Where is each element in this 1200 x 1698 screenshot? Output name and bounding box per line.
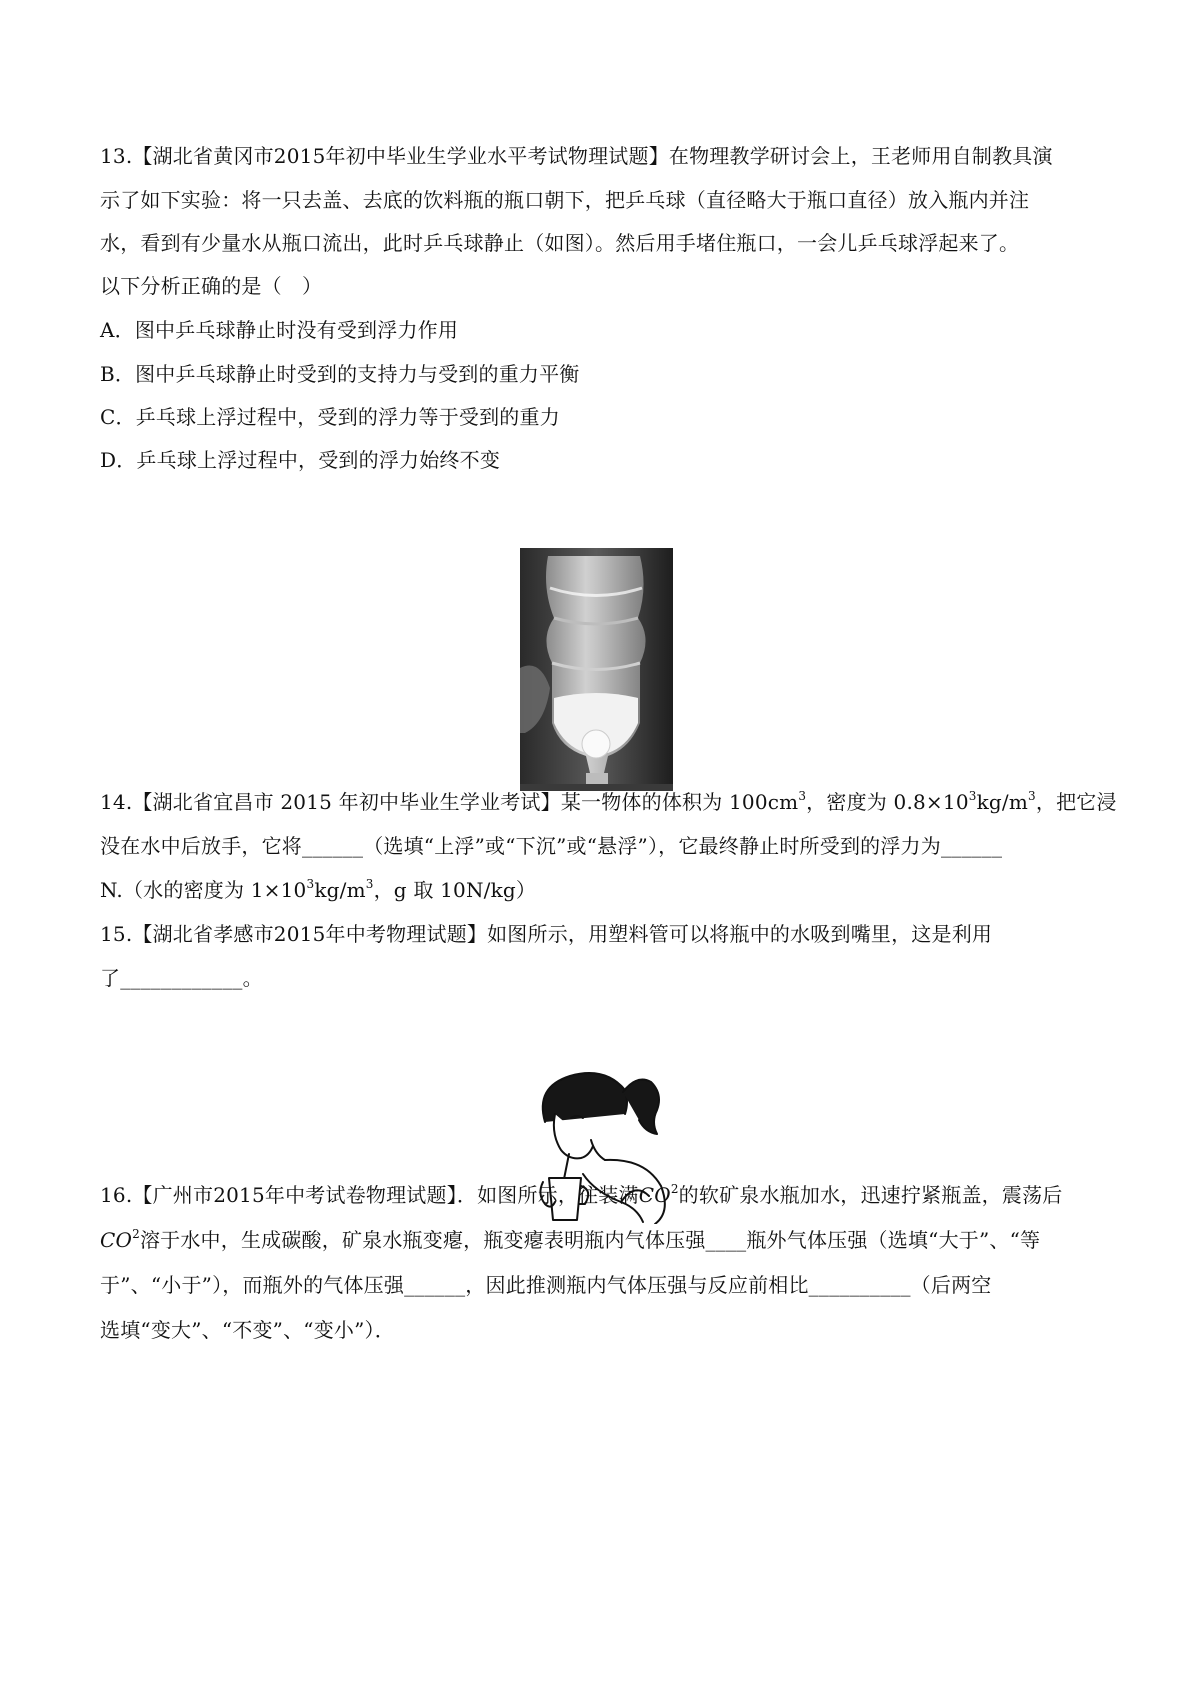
q14-line-3-c: ，g 取 10N/kg）: [373, 878, 537, 902]
q16-sup-1: 2: [670, 1182, 679, 1196]
q14-line-1: [100, 788, 1117, 816]
q14-line-3-b: kg/m: [314, 878, 366, 902]
q14-sup-3: 3: [1028, 789, 1036, 803]
q16-co-1: CO: [638, 1183, 671, 1207]
q13-line-3: 水，看到有少量水从瓶口流出，此时乒乓球静止（如图）。然后用手堵住瓶口，一会儿乒乓球浮起来了。: [100, 231, 1020, 255]
q15-line-1: 15.【湖北省孝感市2015年中考物理试题】如图所示，用塑料管可以将瓶中的水吸到嘴里，这是利用: [100, 922, 993, 946]
q13-line-4: 以下分析正确的是（ ）: [100, 274, 323, 298]
q14-line-3-a: N.（水的密度为 1×10: [100, 878, 307, 902]
q16-line-1-b: 的软矿泉水瓶加水，迅速拧紧瓶盖，震荡后: [678, 1183, 1063, 1207]
q14-line-1-c: kg/m: [976, 790, 1029, 814]
q13-option-a: A．图中乒乓球静止时没有受到浮力作用: [100, 318, 459, 342]
q16-line-4: 选填“变大”、“不变”、“变小”）．: [100, 1318, 395, 1342]
q16-co-2: CO: [100, 1228, 133, 1252]
q13-option-c: C．乒乓球上浮过程中，受到的浮力等于受到的重力: [100, 405, 560, 429]
q14-sup-2: 3: [968, 789, 977, 803]
q14-line-2: 没在水中后放手，它将______（选填“上浮”或“下沉”或“悬浮”），它最终静止时所受到的浮力为______: [100, 834, 1003, 858]
q16-line-3: 于”、“小于”），而瓶外的气体压强______，因此推测瓶内气体压强与反应前相比__________（后两空: [100, 1273, 992, 1297]
q16-line-2: [100, 1226, 1040, 1254]
q16-line-1-a: 16.【广州市2015年中考试卷物理试题】．如图所示，往装满: [100, 1183, 639, 1207]
q13-option-d: D．乒乓球上浮过程中，受到的浮力始终不变: [100, 448, 501, 472]
q14-sup-1: 3: [798, 789, 807, 803]
bottle-photo-svg: [520, 548, 673, 791]
q15-line-2: 了____________。: [100, 966, 263, 990]
bottle-photo: [520, 548, 673, 791]
q16-line-2-a: 溶于水中，生成碳酸，矿泉水瓶变瘪，瓶变瘪表明瓶内气体压强____瓶外气体压强（选填“大于”、“等: [139, 1228, 1041, 1252]
q16-line-1: [100, 1181, 1062, 1209]
q13-option-b: B．图中乒乓球静止时受到的支持力与受到的重力平衡: [100, 362, 580, 386]
q14-line-3: [100, 876, 536, 904]
q14-sup-4: 3: [306, 877, 315, 891]
q16-sup-2: 2: [132, 1227, 140, 1241]
q14-line-1-d: ，把它浸: [1035, 790, 1117, 814]
q13-line-2: 示了如下实验：将一只去盖、去底的饮料瓶的瓶口朝下，把乒乓球（直径略大于瓶口直径）放入瓶内并注: [100, 188, 1030, 212]
q14-sup-5: 3: [365, 877, 374, 891]
q13-line-1: 13.【湖北省黄冈市2015年初中毕业生学业水平考试物理试题】在物理教学研讨会上，王老师用自制教具演: [100, 144, 1053, 168]
q14-line-1-a: 14.【湖北省宜昌市 2015 年初中毕业生学业考试】某一物体的体积为 100cm: [100, 790, 799, 814]
q14-line-1-b: ，密度为 0.8×10: [806, 790, 969, 814]
